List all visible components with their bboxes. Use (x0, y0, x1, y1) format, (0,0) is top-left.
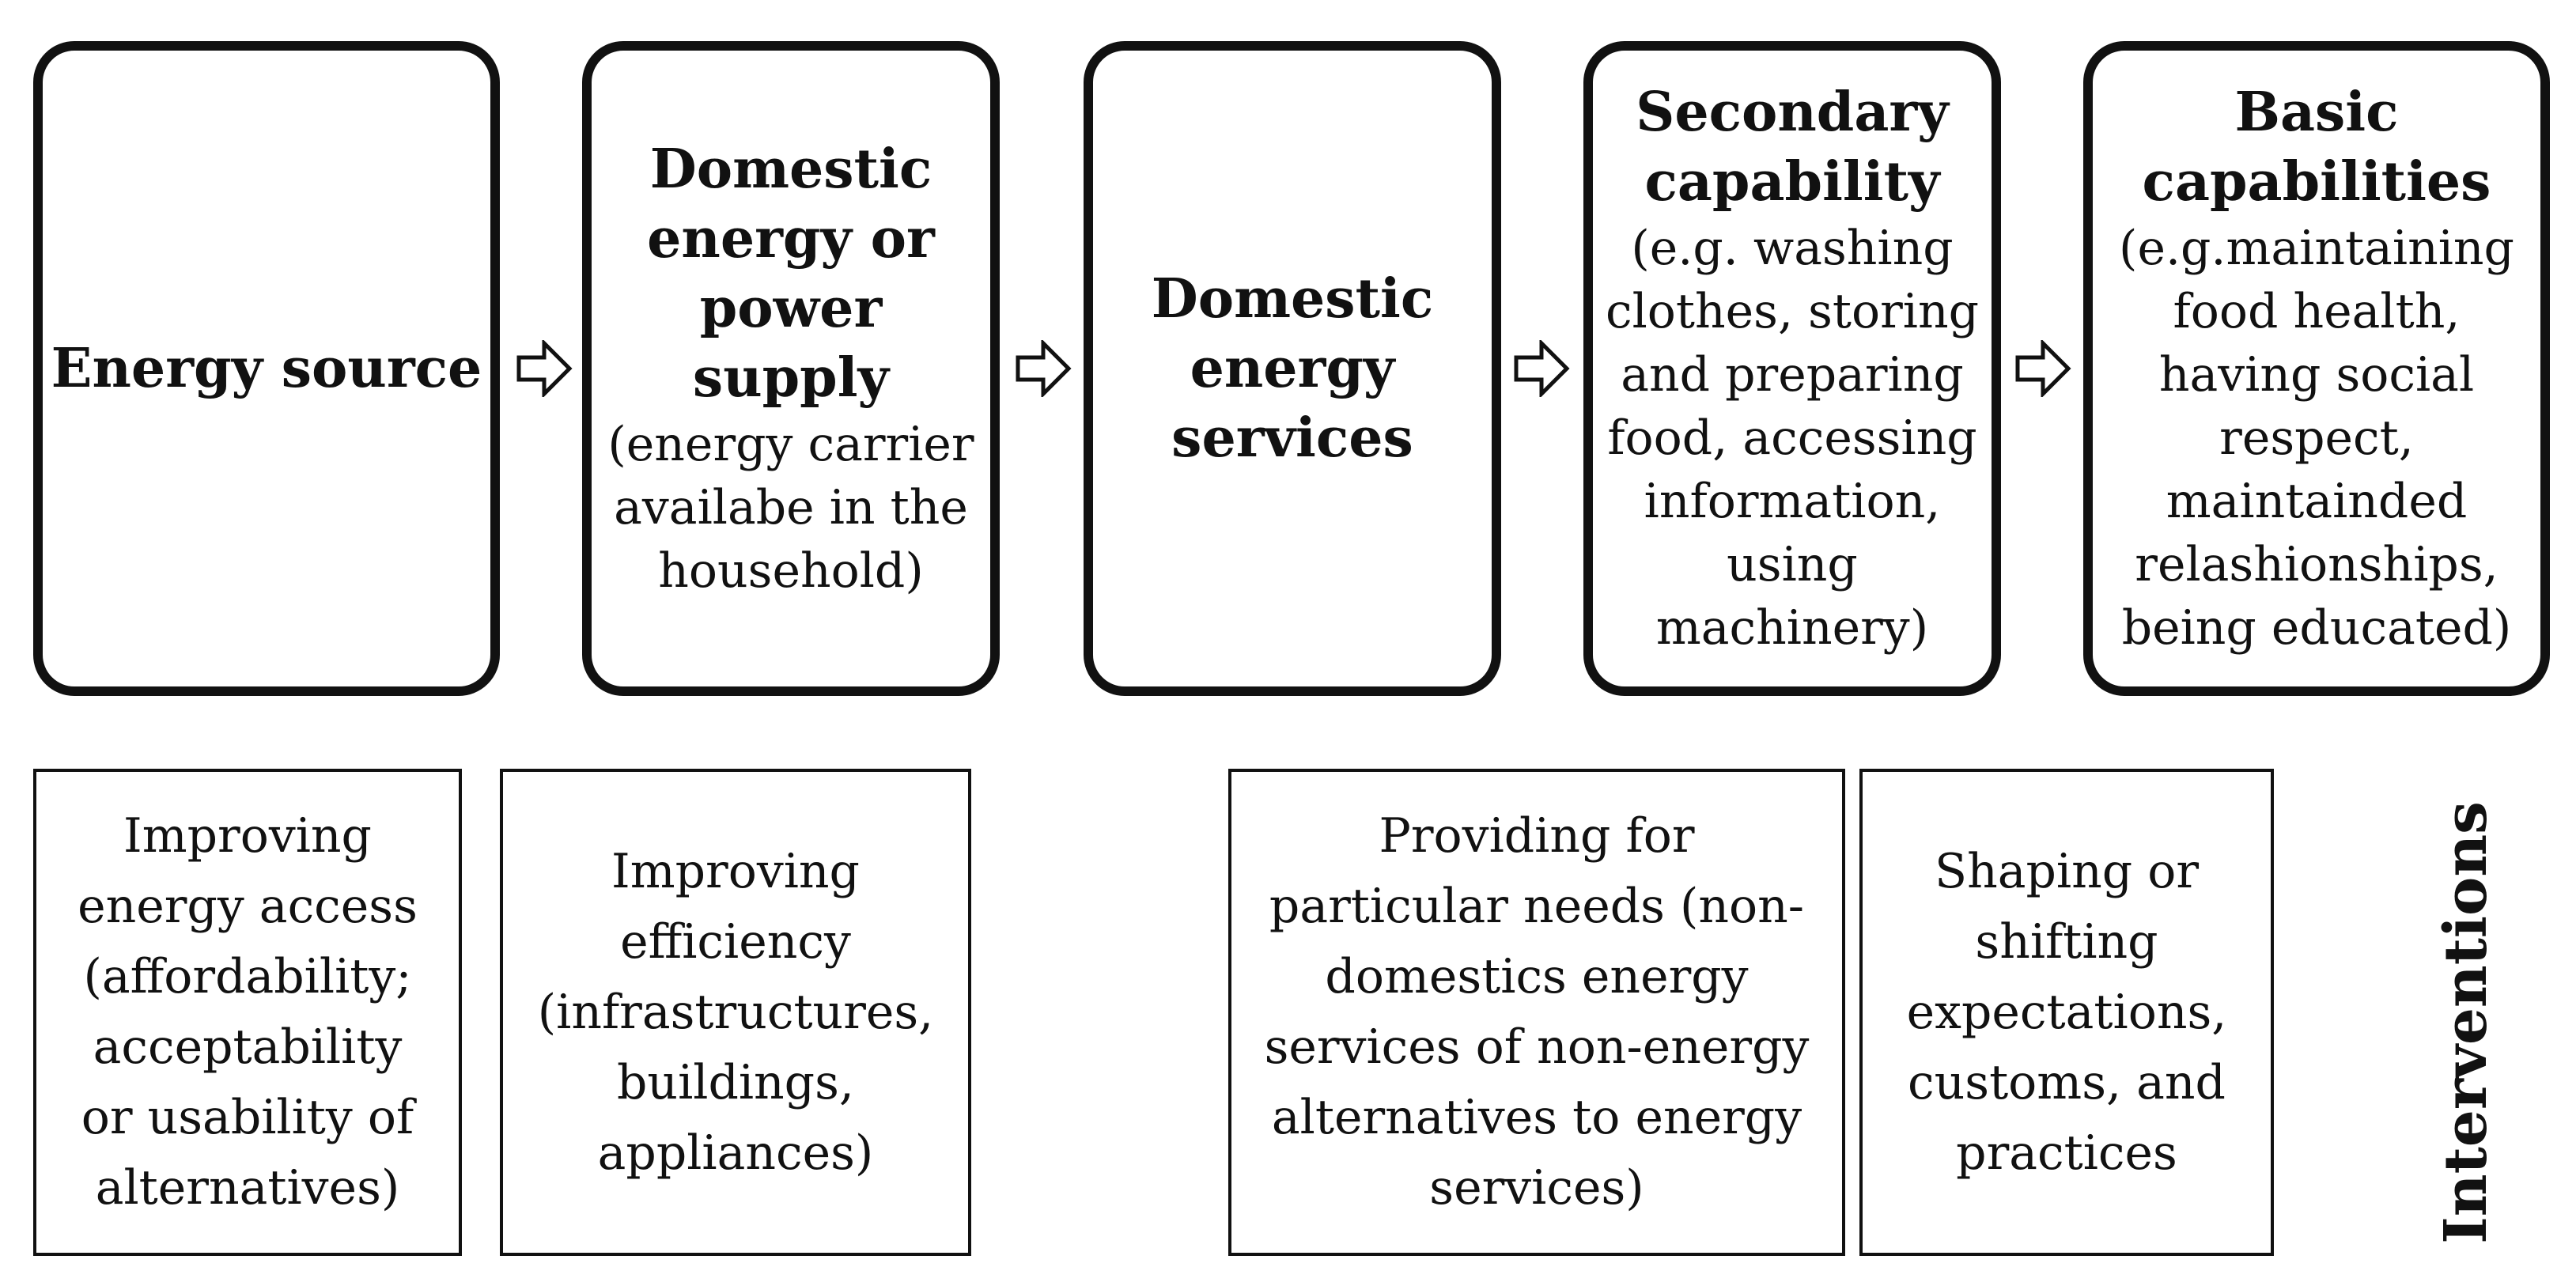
domestic-services-title: Domestic energy services (1151, 267, 1434, 470)
intervention-efficiency-text: Improving efficiency (infrastructures, buildings, appliances) (537, 843, 934, 1181)
arrow-right-icon (1015, 340, 1072, 397)
secondary-capability-title: Secondary capability (1636, 81, 1949, 214)
interventions-label: Interventions (2432, 801, 2501, 1244)
arrow-right-icon (2014, 340, 2071, 397)
basic-capabilities-title: Basic capabilities (2142, 81, 2491, 214)
domestic-supply-title: Domestic energy or power supply (647, 138, 935, 410)
interventions-label-wrapper (2407, 801, 2525, 1244)
energy-source-box (33, 41, 500, 696)
intervention-expectations-box (1859, 769, 2274, 1256)
energy-source-title: Energy source (51, 337, 482, 400)
intervention-energy-access-text: Improving energy access (affordability; acceptability or usability of alternatives) (78, 808, 418, 1216)
domestic-services-box (1084, 41, 1501, 696)
intervention-particular-needs-text: Providing for particular needs (non- domestics energy services of non-energy alternatives to energy services) (1264, 808, 1810, 1216)
secondary-capability-desc: (e.g. washing clothes, storing and preparing food, accessing information, using machinery) (1605, 221, 1980, 656)
secondary-capability-box (1583, 41, 2001, 696)
intervention-efficiency-box (500, 769, 971, 1256)
intervention-energy-access-box (33, 769, 462, 1256)
basic-capabilities-desc: (e.g.maintaining food health, having social respect, maintainded relashionships, being educated) (2119, 221, 2514, 656)
domestic-supply-box (582, 41, 1000, 696)
arrow-right-icon (1513, 340, 1570, 397)
arrow-right-icon (516, 340, 573, 397)
basic-capabilities-box (2083, 41, 2550, 696)
intervention-expectations-text: Shaping or shifting expectations, customs, and practices (1906, 843, 2227, 1181)
domestic-supply-desc: (energy carrier availabe in the household) (607, 417, 974, 599)
intervention-particular-needs-box (1228, 769, 1845, 1256)
